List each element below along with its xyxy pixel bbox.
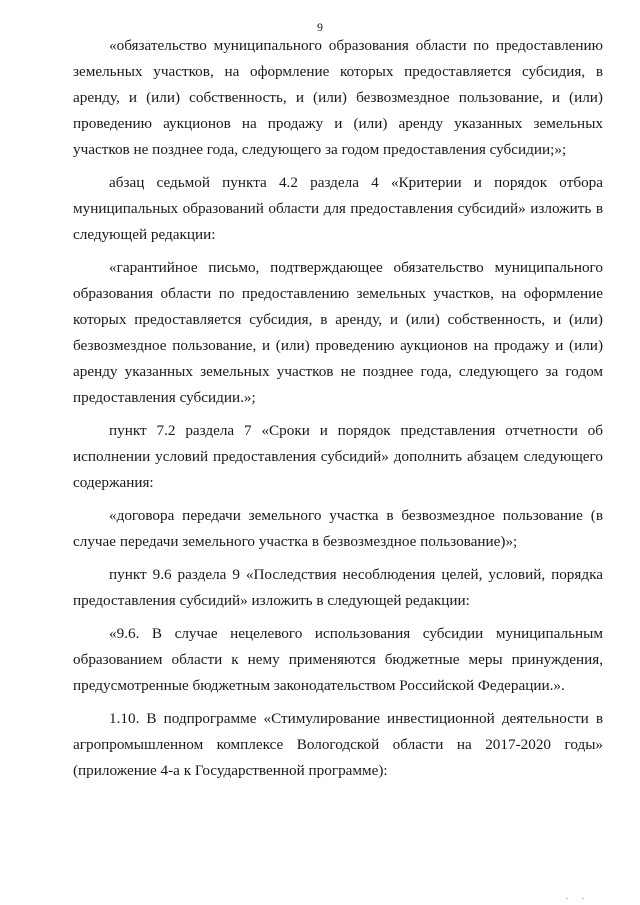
paragraph-amend-7-2: пункт 7.2 раздела 7 «Сроки и порядок представления отчетности об исполнении условий предоставления субсидий» дополнить абзацем следующего содержания: [73,422,603,491]
paragraph-9-6-quote: «9.6. В случае нецелевого использования субсидии муниципальным образованием области к нему применяются бюджетные меры принуждения, предусмотренные бюджетным законодательством Российской Федерации.». [73,625,603,694]
paragraph-1-10: 1.10. В подпрограмме «Стимулирование инвестиционной деятельности в агропромышленном комплексе Вологодской области на 2017-2020 годы» (приложение 4-а к Государственной программе): [73,710,603,779]
paragraph-amend-9-6: пункт 9.6 раздела 9 «Последствия несоблюдения целей, условий, порядка предоставления субсидий» изложить в следующей редакции: [73,566,603,609]
page-number: 9 [317,20,323,34]
document-body [73,33,603,784]
paragraph-guarantee-letter-quote: «гарантийное письмо, подтверждающее обязательство муниципального образования области по предоставлению земельных участков, на оформление которых предоставляется субсидия, в аренду, и (или) собственность, и (или) безвозмездное пользование, и (или) проведению аукционов на продажу и (или) аренду указанных земельных участков не позднее года, следующего за годом предоставления субсидии.»; [73,259,603,406]
paragraph-amend-4-2: абзац седьмой пункта 4.2 раздела 4 «Критерии и порядок отбора муниципальных образований области для предоставления субсидий» изложить в следующей редакции: [73,174,603,243]
corner-mark: . . [566,892,590,901]
paragraph-transfer-contract-quote: «договора передачи земельного участка в безвозмездное пользование (в случае передачи земельного участка в безвозмездное пользование)»; [73,507,603,550]
paragraph-obligation-quote: «обязательство муниципального образования области по предоставлению земельных участков, на оформление которых предоставляется субсидия, в аренду, и (или) собственность, и (или) безвозмездное пользование, и (или) проведению аукционов на продажу и (или) аренду указанных земельных участков не позднее года, следующего за годом предоставления субсидии;»; [73,37,603,158]
